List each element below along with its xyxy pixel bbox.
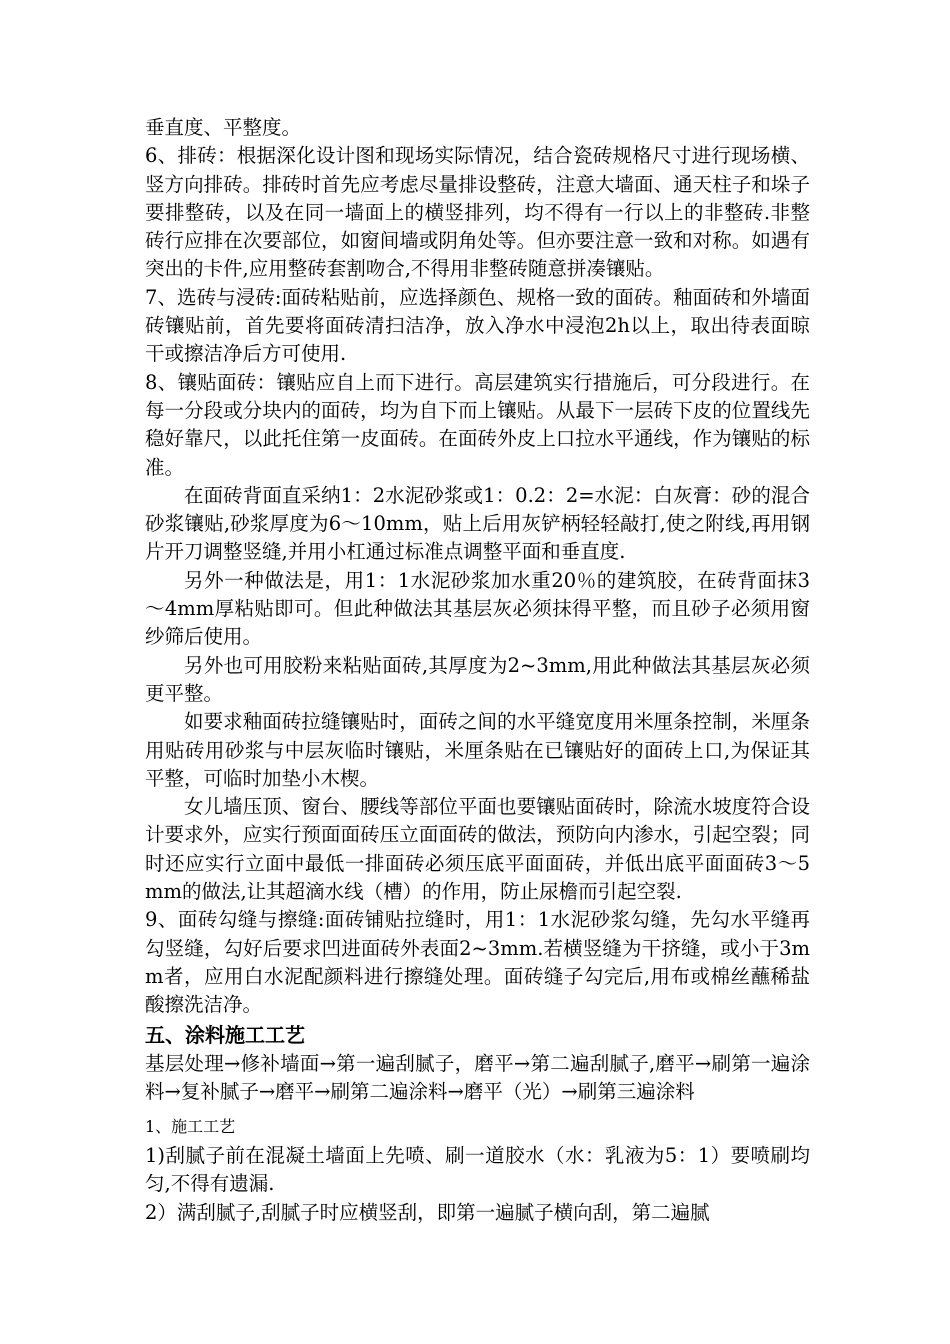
process-flow: 基层处理→修补墙面→第一遍刮腻子，磨平→第二遍刮腻子,磨平→刷第一遍涂料→复补腻子→磨平→刷第二遍涂料→磨平（光）→刷第三遍涂料: [145, 1051, 810, 1103]
step-1: 1)刮腻子前在混凝土墙面上先喷、刷一道胶水（水：乳液为5：1）要喷刷均匀,不得有遗漏.: [145, 1144, 810, 1196]
section-title: 五、涂料施工工艺: [145, 1022, 305, 1047]
paragraph-tile-selection: 7、选砖与浸砖:面砖粘贴前，应选择颜色、规格一致的面砖。釉面砖和外墙面砖镶贴前，首先要将面砖清扫洁净，放入净水中浸泡2h以上，取出待表面晾干或擦洁净后方可使用.: [145, 285, 810, 366]
step-2: 2）满刮腻子,刮腻子时应横竖刮，即第一遍腻子横向刮，第二遍腻: [145, 1200, 710, 1224]
paragraph-adhesive: 另外也可用胶粉来粘贴面砖,其厚度为2~3mm,用此种做法其基层灰必须更平整。: [145, 653, 810, 705]
paragraph-joint-spacing: 如要求釉面砖拉缝镶贴时，面砖之间的水平缝宽度用米厘条控制，米厘条用贴砖用砂浆与中层灰临时镶贴，米厘条贴在已镶贴好的面砖上口,为保证其平整，可临时加垫小木楔。: [145, 710, 810, 790]
paragraph-tile-layout: 6、排砖：根据深化设计图和现场实际情况，结合瓷砖规格尺寸进行现场横、竖方向排砖。排砖时首先应考虑尽量排设整砖，注意大墙面、通天柱子和垛子要排整砖，以及在同一墙面上的横竖排列，均不得有一行以上的非整砖.非整砖行应排在次要部位，如窗间墙或阴角处等。但亦要注意一致和对称。如遇有突出的卡件,应用整砖套割吻合,不得用非整砖随意拼凑镶贴。: [145, 144, 810, 281]
paragraph-jointing: 9、面砖勾缝与擦缝:面砖铺贴拉缝时，用1：1水泥砂浆勾缝，先勾水平缝再勾竖缝，勾好后要求凹进面砖外表面2~3mm.若横竖缝为干挤缝，或小于3mm者，应用白水泥配颜料进行擦缝处理。面砖缝子勾完后,用布或棉丝蘸稀盐酸擦洗洁净。: [145, 908, 810, 1017]
subheading: 1、施工工艺: [145, 1117, 236, 1137]
paragraph-mortar: 在面砖背面直采纳1：2水泥砂浆或1：0.2：2=水泥：白灰膏：砂的混合砂浆镶贴,砂浆厚度为6～10mm，贴上后用灰铲柄轻轻敲打,使之附线,再用钢片开刀调整竖缝,并用小杠通过标准点调整平面和垂直度.: [145, 483, 810, 564]
paragraph-parapet: 女儿墙压顶、窗台、腰线等部位平面也要镶贴面砖时，除流水坡度符合设计要求外，应实行预面面砖压立面面砖的做法，预防向内渗水，引起空裂；同时还应实行立面中最低一排面砖必须压底平面面砖，并低出底平面面砖3～5mm的做法,让其超滴水线（槽）的作用，防止尿檐而引起空裂.: [145, 795, 810, 904]
paragraph-tile-installation: 8、镶贴面砖：镶贴应自上而下进行。高层建筑实行措施后，可分段进行。在每一分段或分块内的面砖，均为自下而上镶贴。从最下一层砖下皮的位置线先稳好靠尺，以此托住第一皮面砖。在面砖外皮上口拉水平通线，作为镶贴的标准。: [145, 370, 810, 479]
document-page: [145, 114, 810, 1227]
paragraph-alt-method: 另外一种做法是，用1：1水泥砂浆加水重20％的建筑胶，在砖背面抹3～4mm厚粘贴即可。但此种做法其基层灰必须抹得平整，而且砂子必须用窗纱筛后使用。: [145, 568, 810, 649]
paragraph-verticality: 垂直度、平整度。: [145, 116, 302, 139]
